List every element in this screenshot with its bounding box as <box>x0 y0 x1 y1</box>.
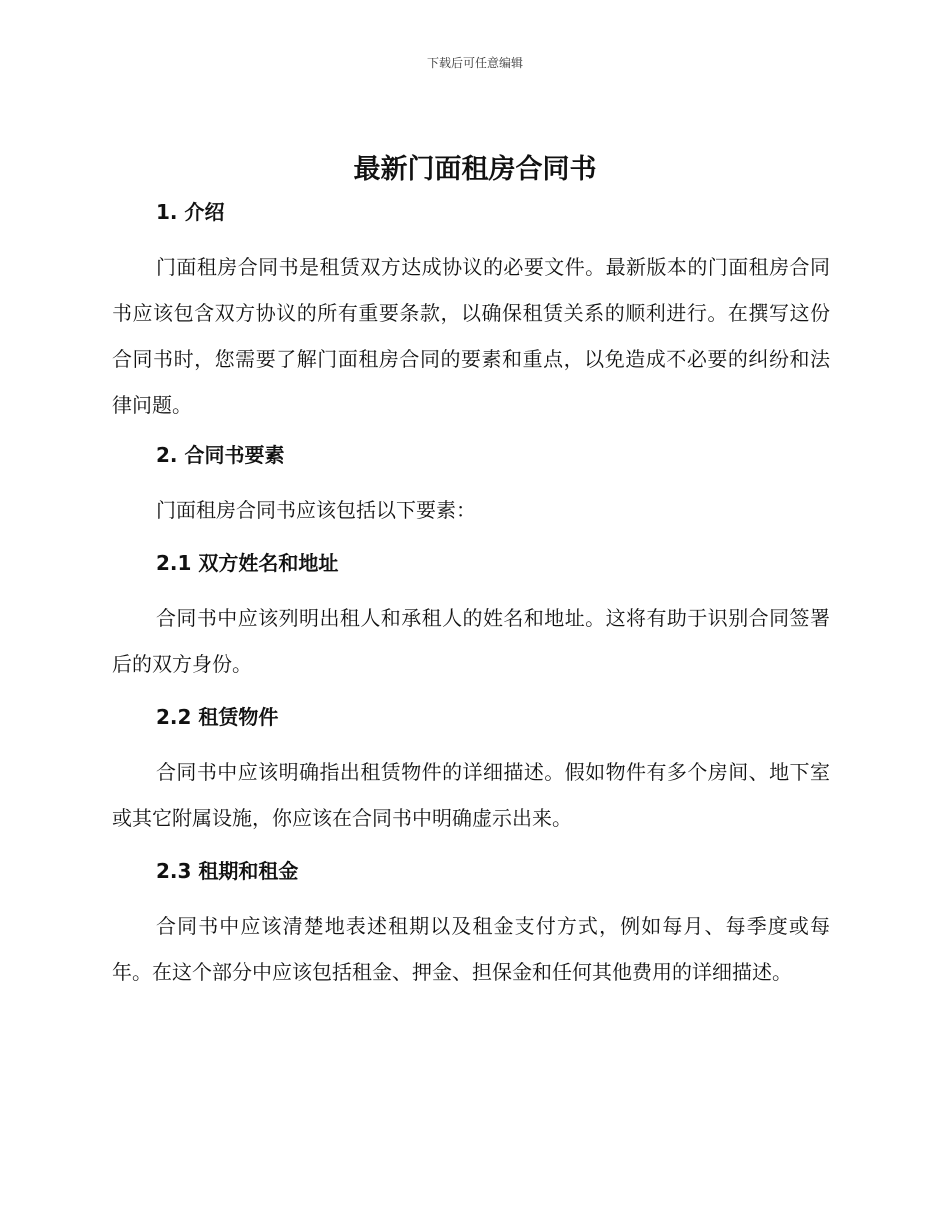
section-2-2-paragraph: 合同书中应该明确指出租赁物件的详细描述。假如物件有多个房间、地下室或其它附属设施，你应该在合同书中明确虚示出来。 <box>112 760 830 830</box>
document-title: 最新门面租房合同书 <box>353 154 597 185</box>
section-2-3-heading: 2.3 租期和租金 <box>156 859 299 883</box>
section-2-2-heading: 2.2 租赁物件 <box>156 705 279 729</box>
section-2-paragraph: 门面租房合同书应该包括以下要素： <box>156 498 476 522</box>
section-1-heading: 1. 介绍 <box>156 200 225 224</box>
page-header-note: 下载后可任意编辑 <box>426 56 523 70</box>
section-2-3-paragraph: 合同书中应该清楚地表述租期以及租金支付方式，例如每月、每季度或每年。在这个部分中应该包括租金、押金、担保金和任何其他费用的详细描述。 <box>112 914 830 984</box>
section-2-1-heading: 2.1 双方姓名和地址 <box>156 551 339 575</box>
section-2-1-paragraph: 合同书中应该列明出租人和承租人的姓名和地址。这将有助于识别合同签署后的双方身份。 <box>112 606 830 676</box>
section-2-heading: 2. 合同书要素 <box>156 443 285 467</box>
section-1-paragraph: 门面租房合同书是租赁双方达成协议的必要文件。最新版本的门面租房合同书应该包含双方协议的所有重要条款，以确保租赁关系的顺利进行。在撰写这份合同书时，您需要了解门面租房合同的要素和重点，以免造成不必要的纠纷和法律问题。 <box>112 255 830 417</box>
